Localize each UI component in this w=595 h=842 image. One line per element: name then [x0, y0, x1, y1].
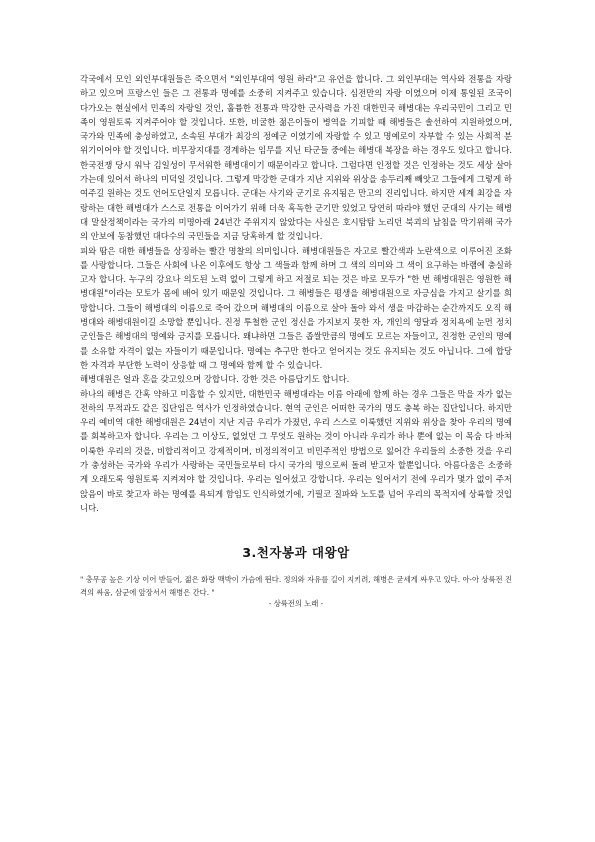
section-title: 3.천자봉과 대왕암 — [242, 545, 350, 561]
paragraph-foreign-legion: 각국에서 모인 외인부대원들은 죽으면서 "외인부대여 영원 하라"고 유언을 합니다. 그 외인부대는 역사와 전통을 자랑하고 있으며 프랑스인 들은 그 전통과 명예를 소중히 지켜주고 있습니다. 심전만의 자랑 이였으며 이제 통일된 조국이 다가오는 현실에서 민족의 자랑일 것인, 훌륭한 전통과 막강한 군사력을 가진 대한민국 해병대는 우리국민이 그리고 민족이 영원토록 지켜주어야 할 것입니다. 또한, 비굴한 젊은이들이 병역을 기피할 때 해병들은 솔선하여 지원하였으며, 국가와 민족에 충성하였고, 소속된 부대가 최강의 정예군 이였기에 자랑할 수 있고 명예로이 자부할 수 있는 사회적 분위기이어야 할 것입니다. 비무장지대를 경계하는 임무를 지닌 타군들 중에는 해병대 복장을 하는 경우도 있다고 합니다. 한국전쟁 당시 워낙 김일성이 무서워한 해병대이기 때문이라고 합니다. 그럼다면 인정할 것은 인정하는 것도 세상 살아가는데 있어서 하나의 미덕일 것입니다. 그렇게 막강한 군대가 지난 지위와 위상을 송두리째 빼앗고 그들에게 그렇게 하여주길 원하는 것도 언어도단일지 모릅니다. 군대는 사기와 군기로 유지됨은 만고의 진리입니다. 하지만 세계 최강을 자랑하는 대한 해병대가 스스로 전통을 이어가기 위해 더욱 혹독한 군기만 있었고 당연히 따라야 했던 군대의 사기는 해병대 말살정책이라는 국가의 미명아래 24년간 주위지지 않았다는 사실은 호시탐탐 노리던 북괴의 남침을 막기위해 국가의 안보에 동참했던 대다수의 국민들을 지금 당혹하게 할 것입니다. — [80, 74, 512, 242]
song-quote-source: - 상륙전의 노래 - — [268, 599, 324, 609]
paragraph-honor: 하나의 해병은 간혹 약하고 미흡할 수 있지만, 대한민국 해병대라는 이름 아래에 함께 하는 경우 그들은 막을 자가 없는 전하의 무적과도 같은 집단임은 역사가 인정하였습니다. 현역 군인은 어떠한 국가의 명도 충복 하는 집단입니다. 하지만 우리 예비역 대한 해병대원은 24년이 지난 지금 우리가 가졌던, 우리 스스로 이룩했던 지위와 위상을 찾아 우리의 명예를 회복하고자 합니다. 우리는 그 이상도, 없었던 그 무엇도 원하는 것이 아니라 우리가 하나 뿐에 없는 이 목숨 다 바쳐 이룩한 우리의 것을, 비합리적이고 강제적이며, 비정의적이고 비민주적인 방법으로 잃어간 우리들의 소중한 것을 우리가 충성하는 국가와 우리가 사랑하는 국민들로부터 다시 국가의 명으로써 돌려 받고자 할뿐입니다. 아름다움은 소중하게 오래도록 영원토록 지켜져야 할 것입니다. 우리는 일어섰고 강합니다. 우리는 일어서기 전에 우리가 몇가 없이 주저앉음이 바로 찾고자 하는 명예를 욕되게 함임도 인식하였기에, 기필코 질파와 노도를 넘어 우리의 목적지에 상륙할 것입니다. — [80, 388, 512, 513]
paragraph-spirit: 해병대원은 얼과 혼을 갖고있으며 강합니다. 강한 것은 아름답기도 합니다. — [80, 374, 350, 385]
paragraph-red-nametag: 피와 땀은 대한 해병들을 상징하는 빨간 명찰의 의미입니다. 해병대원들은 자고로 빨간색과 노란색으로 이루어진 조화를 사랑합니다. 그들은 사회에 나온 이후에도 항상 그 색들과 함께 하며 그 색의 의미와 그 색이 요구하는 바램에 충실하고자 합니다. 누구의 강요나 의도된 노력 없이 그렇게 하고 저절로 되는 것은 바로 모두가 "한 번 해병대원은 영원한 해병대원"이라는 모토가 몸에 배어 있기 때문일 것입니다. 그 해병들은 평생을 해병대원으로 자긍심을 가지고 살기를 희망합니다. 그들이 해병대의 이름으로 죽어 갔으며 해병대의 이름으로 살아 돌아 와서 생을 마감하는 순간까지도 오직 해병대와 해병대원이길 소망할 뿐입니다. 진정 투철한 군인 정신을 가지보지 못한 자, 개인의 영달과 정치욕에 눈먼 정치군인들은 해병대의 명예와 긍지를 모릅니다. 왜냐하면 그들은 좁쌀만큼의 명예도 모르는 자들이고, 진정한 군인의 명예를 소유할 자격이 없는 자들이기 때문입니다. 명예는 추구만 한다고 얻어지는 것도 유지되는 것도 아닙니다. 그에 합당한 자격과 부단한 노력이 상응할 때 그 명예와 함께 할 수 있습니다. — [80, 245, 512, 370]
song-quote: " 충무공 높은 기상 이어 받들어, 젊은 화랑 맥박이 가슴에 뛴다. 정의와 자유를 길이 지키려, 해병은 굳세게 싸우고 있다. 아-아 상륙전 진격의 싸움, 삼군에 앞장서서 해병은 간다. " — [80, 575, 512, 598]
document-page — [80, 72, 512, 609]
